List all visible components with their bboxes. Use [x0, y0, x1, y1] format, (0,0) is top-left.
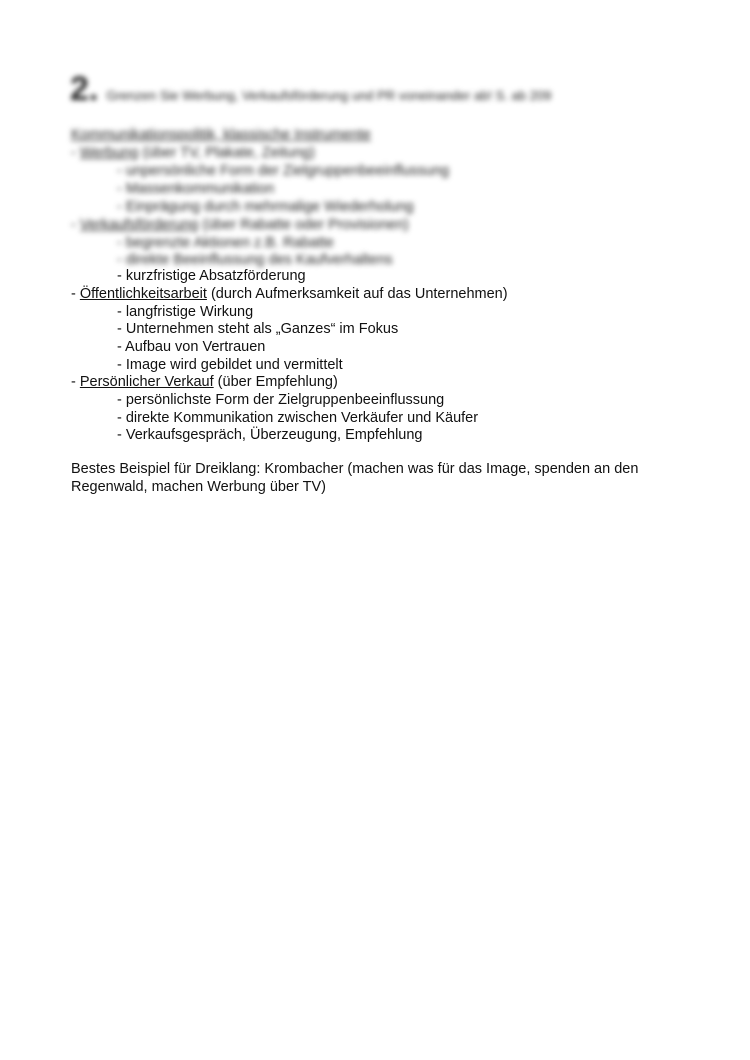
closing-paragraph: Bestes Beispiel für Dreiklang: Krombacher (machen was für das Image, spenden an den Regenwald, machen Werbung über TV) — [71, 461, 639, 495]
persoenlicher-verkauf-title: Persönlicher Verkauf — [79, 374, 214, 390]
werbung-prefix: - — [71, 145, 80, 161]
werbung-heading — [71, 144, 315, 162]
verkaufsfoerderung-title: Verkaufsförderung — [79, 217, 199, 233]
oeffentlichkeitsarbeit-point: - langfristige Wirkung — [117, 304, 254, 320]
verkaufsfoerderung-prefix: - — [71, 217, 80, 233]
werbung-detail: (über TV, Plakate, Zeitung) — [138, 145, 315, 161]
question-heading — [70, 70, 551, 109]
question-number: 2. — [70, 70, 99, 108]
oeffentlichkeitsarbeit-point: - Unternehmen steht als „Ganzes“ im Fokus — [117, 321, 399, 337]
oeffentlichkeitsarbeit-point: - Aufbau von Vertrauen — [117, 339, 266, 355]
oeffentlichkeitsarbeit-title: Öffentlichkeitsarbeit — [79, 286, 207, 302]
persoenlicher-verkauf-prefix: - — [71, 374, 80, 390]
werbung-point: - Einprägung durch mehrmalige Wiederholung — [117, 199, 414, 215]
oeffentlichkeitsarbeit-heading — [71, 285, 508, 303]
werbung-title: Werbung — [79, 145, 139, 161]
persoenlicher-verkauf-point: - Verkaufsgespräch, Überzeugung, Empfehlung — [117, 427, 423, 443]
verkaufsfoerderung-detail: (über Rabatte oder Provisionen) — [198, 217, 409, 233]
persoenlicher-verkauf-detail: (über Empfehlung) — [213, 374, 338, 390]
verkaufsfoerderung-point: - kurzfristige Absatzförderung — [117, 268, 306, 284]
verkaufsfoerderung-point: - direkte Beeinflussung des Kaufverhaltens — [117, 252, 393, 268]
werbung-point: - Massenkommunikation — [117, 181, 275, 197]
persoenlicher-verkauf-heading — [71, 373, 338, 391]
section-title: Kommunikationspolitik, klassische Instrumente — [71, 127, 371, 143]
oeffentlichkeitsarbeit-prefix: - — [71, 286, 80, 302]
verkaufsfoerderung-heading — [71, 216, 409, 234]
oeffentlichkeitsarbeit-point: - Image wird gebildet und vermittelt — [117, 357, 343, 373]
question-text: Grenzen Sie Werbung, Verkaufsförderung und PR voneinander ab! S. ab 209 — [106, 88, 552, 103]
verkaufsfoerderung-point: - begrenzte Aktionen z.B. Rabatte — [117, 235, 334, 251]
werbung-point: - unpersönliche Form der Zielgruppenbeeinflussung — [117, 163, 450, 179]
persoenlicher-verkauf-point: - persönlichste Form der Zielgruppenbeeinflussung — [117, 392, 445, 408]
persoenlicher-verkauf-point: - direkte Kommunikation zwischen Verkäufer und Käufer — [117, 410, 479, 426]
oeffentlichkeitsarbeit-detail: (durch Aufmerksamkeit auf das Unternehmen) — [206, 286, 508, 302]
